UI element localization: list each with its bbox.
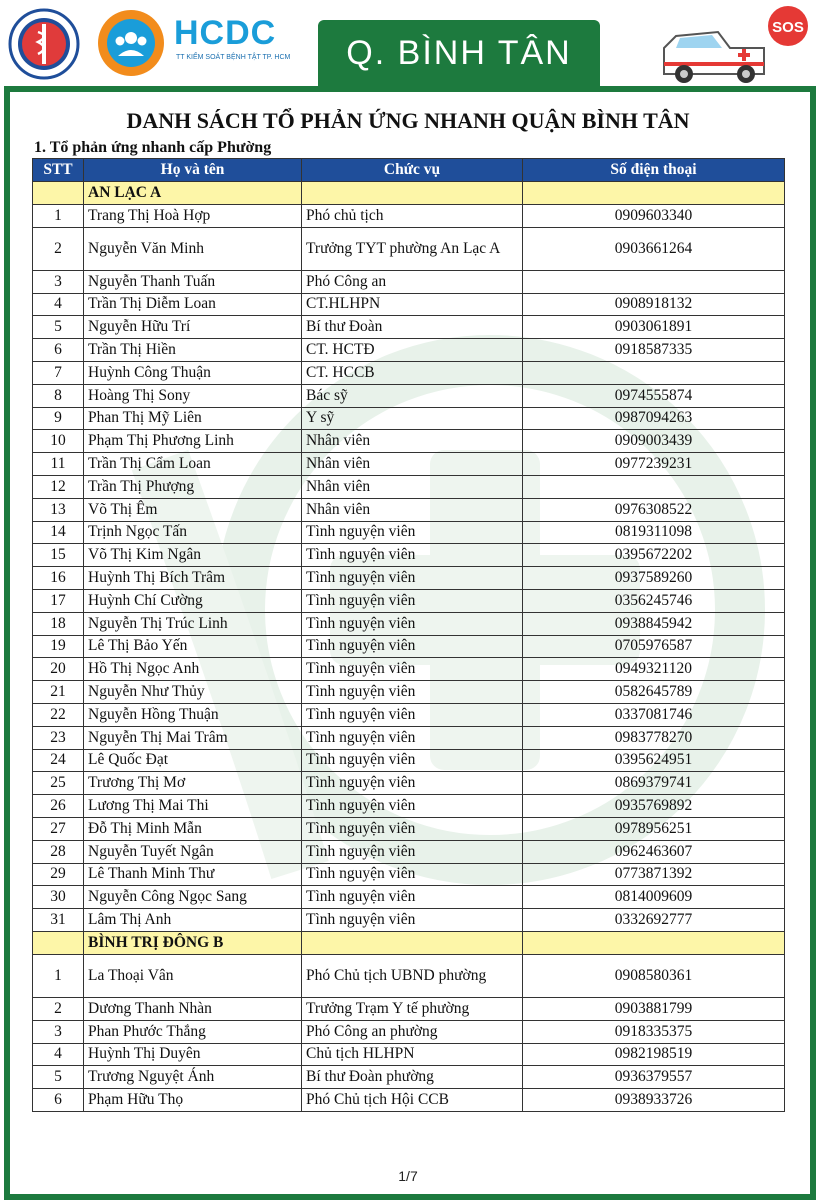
table-row [33, 475, 785, 498]
name-cell: Phạm Hữu Thọ [84, 1089, 302, 1112]
position-cell: Y sỹ [302, 407, 523, 430]
column-header-phone: Số điện thoại [523, 159, 785, 182]
stt-cell: 20 [33, 658, 84, 681]
name-cell: Trần Thị Diễm Loan [84, 293, 302, 316]
stt-cell: 5 [33, 316, 84, 339]
stt-cell: 1 [33, 205, 84, 228]
health-department-seal-icon [8, 8, 80, 80]
position-cell: Tình nguyện viên [302, 658, 523, 681]
stt-cell: 10 [33, 430, 84, 453]
page-header [0, 0, 816, 86]
name-cell: Trang Thị Hoà Hợp [84, 205, 302, 228]
phone-cell: 0918587335 [523, 339, 785, 362]
stt-cell: 30 [33, 886, 84, 909]
position-cell: Bí thư Đoàn phường [302, 1066, 523, 1089]
table-row [33, 339, 785, 362]
stt-cell: 21 [33, 681, 84, 704]
phone-cell: 0819311098 [523, 521, 785, 544]
position-cell: Nhân viên [302, 430, 523, 453]
stt-cell: 4 [33, 293, 84, 316]
table-row [33, 635, 785, 658]
position-cell: Tình nguyện viên [302, 772, 523, 795]
section-title: 1. Tổ phản ứng nhanh cấp Phường [34, 139, 272, 156]
position-cell: Phó Chủ tịch Hội CCB [302, 1089, 523, 1112]
phone-cell: 0395624951 [523, 749, 785, 772]
position-cell: Tình nguyện viên [302, 521, 523, 544]
table-row [33, 430, 785, 453]
position-cell: Tình nguyện viên [302, 703, 523, 726]
phone-cell: 0903881799 [523, 997, 785, 1020]
table-row [33, 270, 785, 293]
stt-cell: 27 [33, 817, 84, 840]
name-cell: Đỗ Thị Minh Mẫn [84, 817, 302, 840]
stt-cell: 29 [33, 863, 84, 886]
stt-cell: 22 [33, 703, 84, 726]
phone-cell: 0337081746 [523, 703, 785, 726]
name-cell: Võ Thị Kim Ngân [84, 544, 302, 567]
document-title: DANH SÁCH TỔ PHẢN ỨNG NHANH QUẬN BÌNH TÂN [126, 108, 690, 133]
name-cell: Trịnh Ngọc Tấn [84, 521, 302, 544]
table-row [33, 227, 785, 270]
table-row [33, 681, 785, 704]
name-cell: Nguyễn Công Ngọc Sang [84, 886, 302, 909]
name-cell: Dương Thanh Nhàn [84, 997, 302, 1020]
table-row [33, 544, 785, 567]
name-cell: Nguyễn Thị Mai Trâm [84, 726, 302, 749]
name-cell: Trần Thị Cẩm Loan [84, 453, 302, 476]
table-row [33, 384, 785, 407]
table-row [33, 749, 785, 772]
name-cell: Nguyễn Tuyết Ngân [84, 840, 302, 863]
stt-cell: 5 [33, 1066, 84, 1089]
name-cell: Võ Thị Êm [84, 498, 302, 521]
ambulance-icon [656, 4, 812, 86]
name-cell: Trần Thị Hiền [84, 339, 302, 362]
phone-cell: 0582645789 [523, 681, 785, 704]
group-cell-empty [302, 931, 523, 954]
table-row [33, 726, 785, 749]
table-row [33, 863, 785, 886]
table-row [33, 1089, 785, 1112]
group-cell-empty [302, 182, 523, 205]
table-row [33, 407, 785, 430]
position-cell: Tình nguyện viên [302, 886, 523, 909]
position-cell: Chủ tịch HLHPN [302, 1043, 523, 1066]
position-cell: Tình nguyện viên [302, 612, 523, 635]
column-header-stt: STT [33, 159, 84, 182]
group-row [33, 182, 785, 205]
position-cell: Tình nguyện viên [302, 589, 523, 612]
position-cell: CT. HCCB [302, 361, 523, 384]
stt-cell: 11 [33, 453, 84, 476]
table-row [33, 703, 785, 726]
hcdc-subtitle: TT KIỂM SOÁT BỆNH TẬT TP. HCM [176, 54, 291, 61]
position-cell: Tình nguyện viên [302, 635, 523, 658]
phone-cell: 0977239231 [523, 453, 785, 476]
name-cell: Hoàng Thị Sony [84, 384, 302, 407]
hcdc-name: HCDC [174, 14, 277, 52]
table-header-row [33, 159, 785, 182]
table-row [33, 772, 785, 795]
position-cell: Tình nguyện viên [302, 749, 523, 772]
position-cell: Bác sỹ [302, 384, 523, 407]
stt-cell: 13 [33, 498, 84, 521]
stt-cell: 24 [33, 749, 84, 772]
stt-cell: 17 [33, 589, 84, 612]
phone-cell: 0938933726 [523, 1089, 785, 1112]
table-row [33, 795, 785, 818]
phone-cell: 0395672202 [523, 544, 785, 567]
phone-cell: 0908918132 [523, 293, 785, 316]
table-row [33, 954, 785, 997]
name-cell: Huỳnh Thị Duyên [84, 1043, 302, 1066]
phone-cell [523, 270, 785, 293]
name-cell: Trương Nguyệt Ánh [84, 1066, 302, 1089]
name-cell: Huỳnh Chí Cường [84, 589, 302, 612]
stt-cell: 4 [33, 1043, 84, 1066]
stt-cell: 26 [33, 795, 84, 818]
name-cell: Huỳnh Thị Bích Trâm [84, 567, 302, 590]
position-cell: Tình nguyện viên [302, 544, 523, 567]
column-header-position: Chức vụ [302, 159, 523, 182]
position-cell: Tình nguyện viên [302, 567, 523, 590]
name-cell: Lương Thị Mai Thi [84, 795, 302, 818]
table-row [33, 1043, 785, 1066]
name-cell: Lâm Thị Anh [84, 909, 302, 932]
district-label: Q. BÌNH TÂN [318, 20, 600, 86]
phone-cell: 0983778270 [523, 726, 785, 749]
name-cell: Trần Thị Phượng [84, 475, 302, 498]
group-cell-empty [523, 182, 785, 205]
name-cell: Trương Thị Mơ [84, 772, 302, 795]
name-cell: Phan Thị Mỹ Liên [84, 407, 302, 430]
table-row [33, 909, 785, 932]
position-cell: Phó Công an phường [302, 1020, 523, 1043]
name-cell: Phạm Thị Phương Linh [84, 430, 302, 453]
phone-cell: 0936379557 [523, 1066, 785, 1089]
table-row [33, 840, 785, 863]
table-row [33, 612, 785, 635]
position-cell: Phó chủ tịch [302, 205, 523, 228]
position-cell: Nhân viên [302, 475, 523, 498]
stt-cell: 8 [33, 384, 84, 407]
phone-cell: 0938845942 [523, 612, 785, 635]
stt-cell: 7 [33, 361, 84, 384]
position-cell: Trưởng Trạm Y tế phường [302, 997, 523, 1020]
table-row [33, 589, 785, 612]
phone-cell: 0773871392 [523, 863, 785, 886]
stt-cell: 25 [33, 772, 84, 795]
group-cell-empty [33, 182, 84, 205]
table-row [33, 997, 785, 1020]
stt-cell: 19 [33, 635, 84, 658]
name-cell: Lê Thị Bảo Yến [84, 635, 302, 658]
group-row [33, 931, 785, 954]
position-cell: Trưởng TYT phường An Lạc A [302, 227, 523, 270]
table-row [33, 361, 785, 384]
name-cell: Nguyễn Như Thủy [84, 681, 302, 704]
stt-cell: 2 [33, 997, 84, 1020]
position-cell: Nhân viên [302, 498, 523, 521]
group-cell-empty [33, 931, 84, 954]
phone-cell: 0935769892 [523, 795, 785, 818]
sos-label: SOS [772, 19, 804, 36]
table-row [33, 817, 785, 840]
position-cell: Nhân viên [302, 453, 523, 476]
stt-cell: 28 [33, 840, 84, 863]
phone-cell: 0978956251 [523, 817, 785, 840]
position-cell: Bí thư Đoàn [302, 316, 523, 339]
position-cell: Tình nguyện viên [302, 863, 523, 886]
phone-cell: 0332692777 [523, 909, 785, 932]
phone-cell: 0869379741 [523, 772, 785, 795]
stt-cell: 12 [33, 475, 84, 498]
stt-cell: 14 [33, 521, 84, 544]
position-cell: CT. HCTĐ [302, 339, 523, 362]
name-cell: Nguyễn Hồng Thuận [84, 703, 302, 726]
name-cell: Lê Quốc Đạt [84, 749, 302, 772]
phone-cell: 0949321120 [523, 658, 785, 681]
table-row [33, 886, 785, 909]
table-row [33, 498, 785, 521]
phone-cell: 0908580361 [523, 954, 785, 997]
name-cell: Nguyễn Văn Minh [84, 227, 302, 270]
phone-cell: 0962463607 [523, 840, 785, 863]
stt-cell: 18 [33, 612, 84, 635]
name-cell: La Thoại Vân [84, 954, 302, 997]
table-row [33, 1066, 785, 1089]
phone-cell: 0903661264 [523, 227, 785, 270]
table-row [33, 316, 785, 339]
table-row [33, 1020, 785, 1043]
stt-cell: 15 [33, 544, 84, 567]
phone-cell: 0982198519 [523, 1043, 785, 1066]
hcdc-logo-icon [96, 8, 166, 78]
stt-cell: 1 [33, 954, 84, 997]
table-body [33, 182, 785, 1112]
group-name: AN LẠC A [84, 182, 302, 205]
phone-cell: 0814009609 [523, 886, 785, 909]
phone-cell: 0937589260 [523, 567, 785, 590]
position-cell: Phó Chủ tịch UBND phường [302, 954, 523, 997]
table-row [33, 567, 785, 590]
stt-cell: 6 [33, 1089, 84, 1112]
position-cell: Tình nguyện viên [302, 681, 523, 704]
stt-cell: 2 [33, 227, 84, 270]
position-cell: Phó Công an [302, 270, 523, 293]
phone-cell: 0918335375 [523, 1020, 785, 1043]
stt-cell: 3 [33, 270, 84, 293]
group-name: BÌNH TRỊ ĐÔNG B [84, 931, 302, 954]
phone-cell: 0903061891 [523, 316, 785, 339]
response-team-table [32, 158, 785, 1112]
name-cell: Nguyễn Thanh Tuấn [84, 270, 302, 293]
table-row [33, 293, 785, 316]
name-cell: Hồ Thị Ngọc Anh [84, 658, 302, 681]
position-cell: Tình nguyện viên [302, 726, 523, 749]
phone-cell: 0976308522 [523, 498, 785, 521]
stt-cell: 3 [33, 1020, 84, 1043]
stt-cell: 6 [33, 339, 84, 362]
position-cell: Tình nguyện viên [302, 909, 523, 932]
table-row [33, 521, 785, 544]
position-cell: Tình nguyện viên [302, 840, 523, 863]
table-row [33, 658, 785, 681]
phone-cell [523, 475, 785, 498]
stt-cell: 9 [33, 407, 84, 430]
stt-cell: 23 [33, 726, 84, 749]
phone-cell [523, 361, 785, 384]
phone-cell: 0909003439 [523, 430, 785, 453]
name-cell: Nguyễn Thị Trúc Linh [84, 612, 302, 635]
column-header-name: Họ và tên [84, 159, 302, 182]
position-cell: CT.HLHPN [302, 293, 523, 316]
name-cell: Huỳnh Công Thuận [84, 361, 302, 384]
stt-cell: 16 [33, 567, 84, 590]
phone-cell: 0909603340 [523, 205, 785, 228]
name-cell: Nguyễn Hữu Trí [84, 316, 302, 339]
phone-cell: 0974555874 [523, 384, 785, 407]
group-cell-empty [523, 931, 785, 954]
name-cell: Phan Phước Thắng [84, 1020, 302, 1043]
stt-cell: 31 [33, 909, 84, 932]
name-cell: Lê Thanh Minh Thư [84, 863, 302, 886]
table-row [33, 453, 785, 476]
table-row [33, 205, 785, 228]
position-cell: Tình nguyện viên [302, 795, 523, 818]
phone-cell: 0705976587 [523, 635, 785, 658]
position-cell: Tình nguyện viên [302, 817, 523, 840]
page-number: 1/7 [398, 1168, 418, 1184]
phone-cell: 0987094263 [523, 407, 785, 430]
phone-cell: 0356245746 [523, 589, 785, 612]
